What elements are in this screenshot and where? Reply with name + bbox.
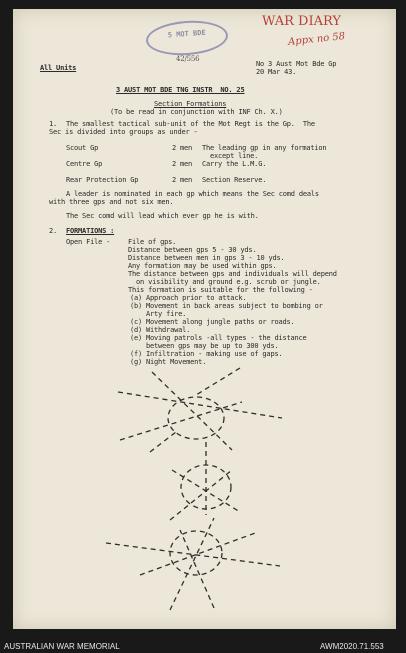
para-1-number: 1. xyxy=(49,120,58,128)
item-text: Movement along jungle paths or roads. xyxy=(146,318,295,326)
para-1-line: with three gps and not six men. xyxy=(49,198,174,206)
formation-line: The distance between gps and individuals will depend xyxy=(128,270,337,278)
formation-line: on visibility and ground e.g. scrub or jungle. xyxy=(128,278,321,286)
formation-line: Any formation may be used within gps. xyxy=(128,262,277,270)
group-desc: Section Reserve. xyxy=(202,176,267,184)
formation-line: Distance between gps 5 - 30 yds. xyxy=(128,246,257,254)
group-men: 2 men xyxy=(172,176,193,184)
item-key: (f) xyxy=(130,350,143,358)
formation-line: Distance between men in gps 3 - 10 yds. xyxy=(128,254,285,262)
item-text: Night Movement. xyxy=(146,358,207,366)
item-text: Infiltration - making use of gaps. xyxy=(146,350,283,358)
footer-credit: AUSTRALIAN WAR MEMORIAL xyxy=(4,642,120,651)
formation-line: This formation is suitable for the following - xyxy=(128,286,313,294)
group-circle xyxy=(168,397,224,439)
para-2-number: 2. xyxy=(49,227,58,235)
diagram-line xyxy=(118,392,282,418)
item-text: Withdrawal. xyxy=(146,326,191,334)
group-name: Rear Protection Gp xyxy=(66,176,139,184)
war-diary-handwriting: WAR DIARY xyxy=(262,14,341,29)
ref-line: No 3 Aust Mot Bde Gp xyxy=(256,60,337,68)
group-name: Scout Gp xyxy=(66,144,99,152)
group-men: 2 men xyxy=(172,144,193,152)
subtitle: Section Formations xyxy=(154,100,227,108)
distribution: All Units xyxy=(40,64,77,72)
item-key: (e) xyxy=(130,334,143,342)
para-1-line: The smallest tactical sub-unit of the Mot Regt is the Gp. The xyxy=(66,120,315,128)
footer-id: AWM2020.71.553 xyxy=(320,642,384,651)
group-men: 2 men xyxy=(172,160,193,168)
appendix-handwriting: Appx no 58 xyxy=(287,31,346,48)
diagram-line xyxy=(150,432,176,452)
item-key: (a) xyxy=(130,294,143,302)
formations-heading: FORMATIONS : xyxy=(66,227,115,235)
item-key: (d) xyxy=(130,326,143,334)
item-text: Moving patrols -all types - the distance xyxy=(146,334,307,342)
diagram-line xyxy=(106,543,280,566)
group-name: Centre Gp xyxy=(66,160,103,168)
diagram-line xyxy=(152,372,232,450)
para-1-line: Sec is divided into groups as under - xyxy=(49,128,198,136)
stamp-ref: 42/556 xyxy=(176,55,200,63)
conjunction-note: (To be read in conjunction with INF Ch. X.) xyxy=(110,108,283,116)
group-desc: Carry the L.M.G. xyxy=(202,160,267,168)
item-text: between gps may be up to 300 yds. xyxy=(146,342,279,350)
item-text: Approach prior to attack. xyxy=(146,294,247,302)
item-key: (g) xyxy=(130,358,143,366)
item-key: (b) xyxy=(130,302,143,310)
open-file-label: Open File - xyxy=(66,238,111,246)
item-text: Arty fire. xyxy=(146,310,187,318)
unit-stamp: 5 MOT BDE xyxy=(145,18,229,58)
diagram-line xyxy=(180,530,214,608)
para-1-line: A leader is nominated in each gp which means the Sec comd deals xyxy=(66,190,319,198)
date: 20 Mar 43. xyxy=(256,68,297,76)
para-1-line: The Sec comd will lead which ever gp he is with. xyxy=(66,212,259,220)
group-desc: except line. xyxy=(210,152,259,160)
diagram-line xyxy=(170,470,232,520)
item-text: Movement in back areas subject to bombing or xyxy=(146,302,323,310)
group-desc: The leading gp in any formation xyxy=(202,144,327,152)
diagram-line xyxy=(140,532,258,575)
diagram-line xyxy=(196,368,240,395)
item-key: (c) xyxy=(130,318,143,326)
formation-line: File of gps. xyxy=(128,238,177,246)
document-title: 3 AUST MOT BDE TNG INSTR NO. 25 xyxy=(116,86,245,94)
